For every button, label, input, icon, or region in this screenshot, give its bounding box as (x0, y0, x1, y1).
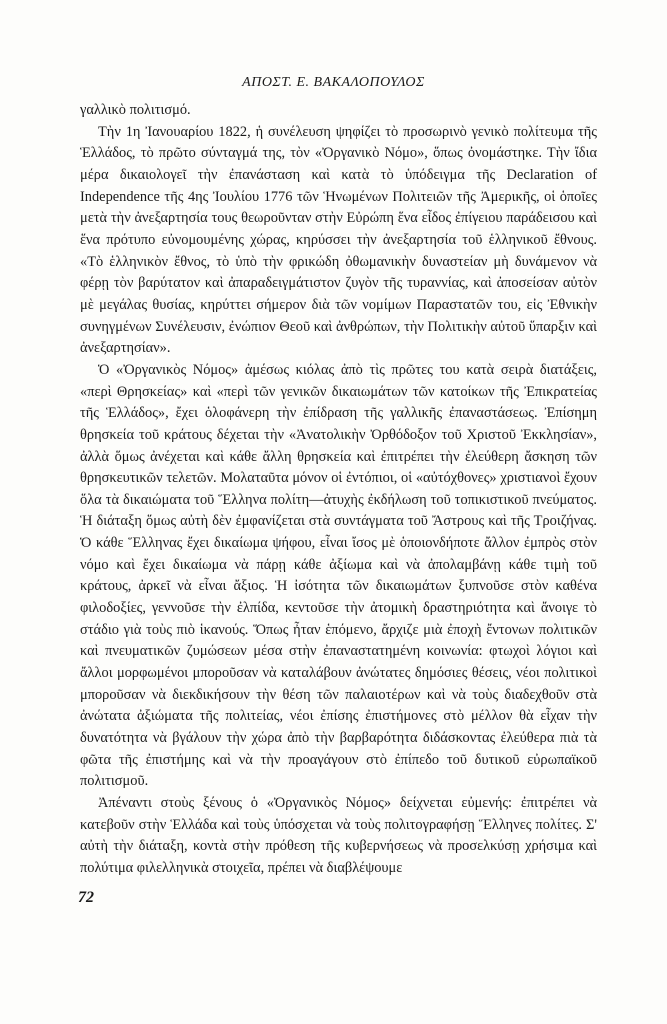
paragraph: Τὴν 1η Ἰανουαρίου 1822, ἡ συνέλευση ψηφίζει τὸ προσωρινὸ γενικὸ πολίτευμα τῆς Ἑλλάδος, τὸ πρῶτο σύνταγμά της, τὸν «Ὀργανικὸ Νόμο», ὅπως ὀνομάστηκε. Τὴν ἴδια μέρα δικαιολογεῖ τὴν ἐπανάσταση καὶ κατὰ τὸ ὑπόδειγμα τῆς Declaration of Independence τῆς 4ης Ἰουλίου 1776 τῶν Ἡνωμένων Πολιτειῶν τῆς Ἀμερικῆς, οἱ ὁποῖες μετὰ τὴν ἀνεξαρτησία τους θεωροῦνταν στὴν Εὐρώπη ἕνα εἶδος ἐπίγειου παράδεισου καὶ ἕνα πρότυπο εὐνομουμένης χώρας, κηρύσσει τὴν ἀνεξαρτησία τοῦ ἑλληνικοῦ ἔθνους. «Τὸ ἑλληνικὸν ἔθνος, τὸ ὑπὸ τὴν φρικώδη ὀθωμανικὴν δυναστείαν μὴ δυνάμενον νὰ φέρῃ τὸν βαρύτατον καὶ ἀπαραδειγμάτιστον ζυγὸν τῆς τυραννίας, καὶ ἀποσείσαν αὐτὸν μὲ μεγάλας θυσίας, κηρύττει σήμερον διὰ τῶν νομίμων Παραστατῶν του, εἰς Ἐθνικὴν συνηγμένων Συνέλευσιν, ἐνώπιον Θεοῦ καὶ ἀνθρώπων, τὴν Πολιτικὴν αὐτοῦ ὕπαρξιν καὶ ἀνεξαρτησίαν». (80, 123, 597, 357)
page-number: 72 (78, 889, 94, 906)
running-head: ΑΠΟΣΤ. Ε. ΒΑΚΑΛΟΠΟΥΛΟΣ (242, 75, 425, 90)
paragraph: Ἀπέναντι στοὺς ξένους ὁ «Ὀργανικὸς Νόμος» δείχνεται εὐμενής: ἐπιτρέπει νὰ κατεβοῦν στὴν Ἑλλάδα καὶ τοὺς ὑπόσχεται νὰ τοὺς πολιτογραφήσῃ Ἕλληνες πολίτες. Σ' αὐτὴ τὴν διάταξη, κοντὰ στὴν πρόθεση τῆς κυβερνήσεως νὰ προσελκύσῃ χρήσιμα καὶ πολύτιμα φιλελληνικὰ στοιχεῖα, πρέπει νὰ διαβλέψουμε (80, 795, 597, 876)
paragraph: γαλλικὸ πολιτισμό. (80, 102, 191, 118)
paragraph: Ὁ «Ὀργανικὸς Νόμος» ἀμέσως κιόλας ἀπὸ τὶς πρῶτες του κατὰ σειρὰ διατάξεις, «περὶ Θρησκείας» καὶ «περὶ τῶν γενικῶν δικαιωμάτων τῶν κατοίκων τῆς Ἐπικρατείας τῆς Ἑλλάδος», ἔχει ὁλοφάνερη τὴν ἐπίδραση τῆς γαλλικῆς ἐπαναστάσεως. Ἐπίσημη θρησκεία τοῦ κράτους δέχεται τὴν «Ἀνατολικὴν Ὀρθόδοξον τοῦ Χριστοῦ Ἐκκλησίαν», ἀλλὰ ὅμως ἀνέχεται καὶ κάθε ἄλλη θρησκεία καὶ ἐπιτρέπει τὴν ἐλεύθερη ἄσκηση τῶν θρησκευτικῶν τελετῶν. Μολαταῦτα μόνον οἱ ἐντόπιοι, οἱ «αὐτόχθονες» χριστιανοὶ ἔχουν ὅλα τὰ δικαιώματα τοῦ Ἕλληνα πολίτη—ἀτυχὴς ἐκδήλωση τοῦ τοπικιστικοῦ πνεύματος. Ἡ διάταξη ὅμως αὐτὴ δὲν ἐμφανίζεται στὰ συντάγματα τοῦ Ἄστρους καὶ τῆς Τροιζήνας. Ὁ κάθε Ἕλληνας ἔχει δικαίωμα ψήφου, εἶναι ἴσος μὲ ὁποιονδήποτε ἄλλον ἐμπρὸς στὸν νόμο καὶ ἔχει δικαίωμα νὰ πάρῃ κάθε ἀξίωμα καὶ νὰ ἀπολαμβάνῃ κάθε τιμὴ τοῦ κράτους, ἀρκεῖ νὰ εἶναι ἄξιος. Ἡ ἰσότητα τῶν δικαιωμάτων ξυπνοῦσε στὸν καθένα φιλοδοξίες, γεννοῦσε τὴν ἐλπίδα, κεντοῦσε τὴν ἀτομικὴ δραστηριότητα καὶ ἄνοιγε τὸ στάδιο γιὰ τοὺς πιὸ ἱκανούς. Ὅπως ἦταν ἑπόμενο, ἄρχιζε μιὰ ἐποχὴ ἔντονων πολιτικῶν καὶ πνευματικῶν ζυμώσεων μέσα στὴν ἐπαναστατημένη κοινωνία: φτωχοὶ λόγιοι καὶ ἄλλοι μορφωμένοι μποροῦσαν νὰ καταλάβουν ἀνώτατες δημόσιες θέσεις, νέοι πολιτικοὶ μποροῦσαν νὰ διεκδικήσουν τὴν θέση τῶν παλαιοτέρων καὶ νὰ τοὺς διαδεχθοῦν στὰ ἀνώτατα ἀξιώματα τῆς πολιτείας, νέοι ἐπίσης ἐπιστήμονες στὸ μέλλον θὰ εἶχαν τὴν δυνατότητα νὰ βγάλουν τὴν χώρα ἀπὸ τὴν βαρβαρότητα διδάσκοντας ἐλεύθερα πιὰ τὰ φῶτα τῆς ἐπιστήμης καὶ νὰ τὴν προαγάγουν στὸ ἐπίπεδο τοῦ δυτικοῦ εὐρωπαϊκοῦ πολιτισμοῦ. (80, 361, 597, 790)
body-text (80, 100, 597, 880)
